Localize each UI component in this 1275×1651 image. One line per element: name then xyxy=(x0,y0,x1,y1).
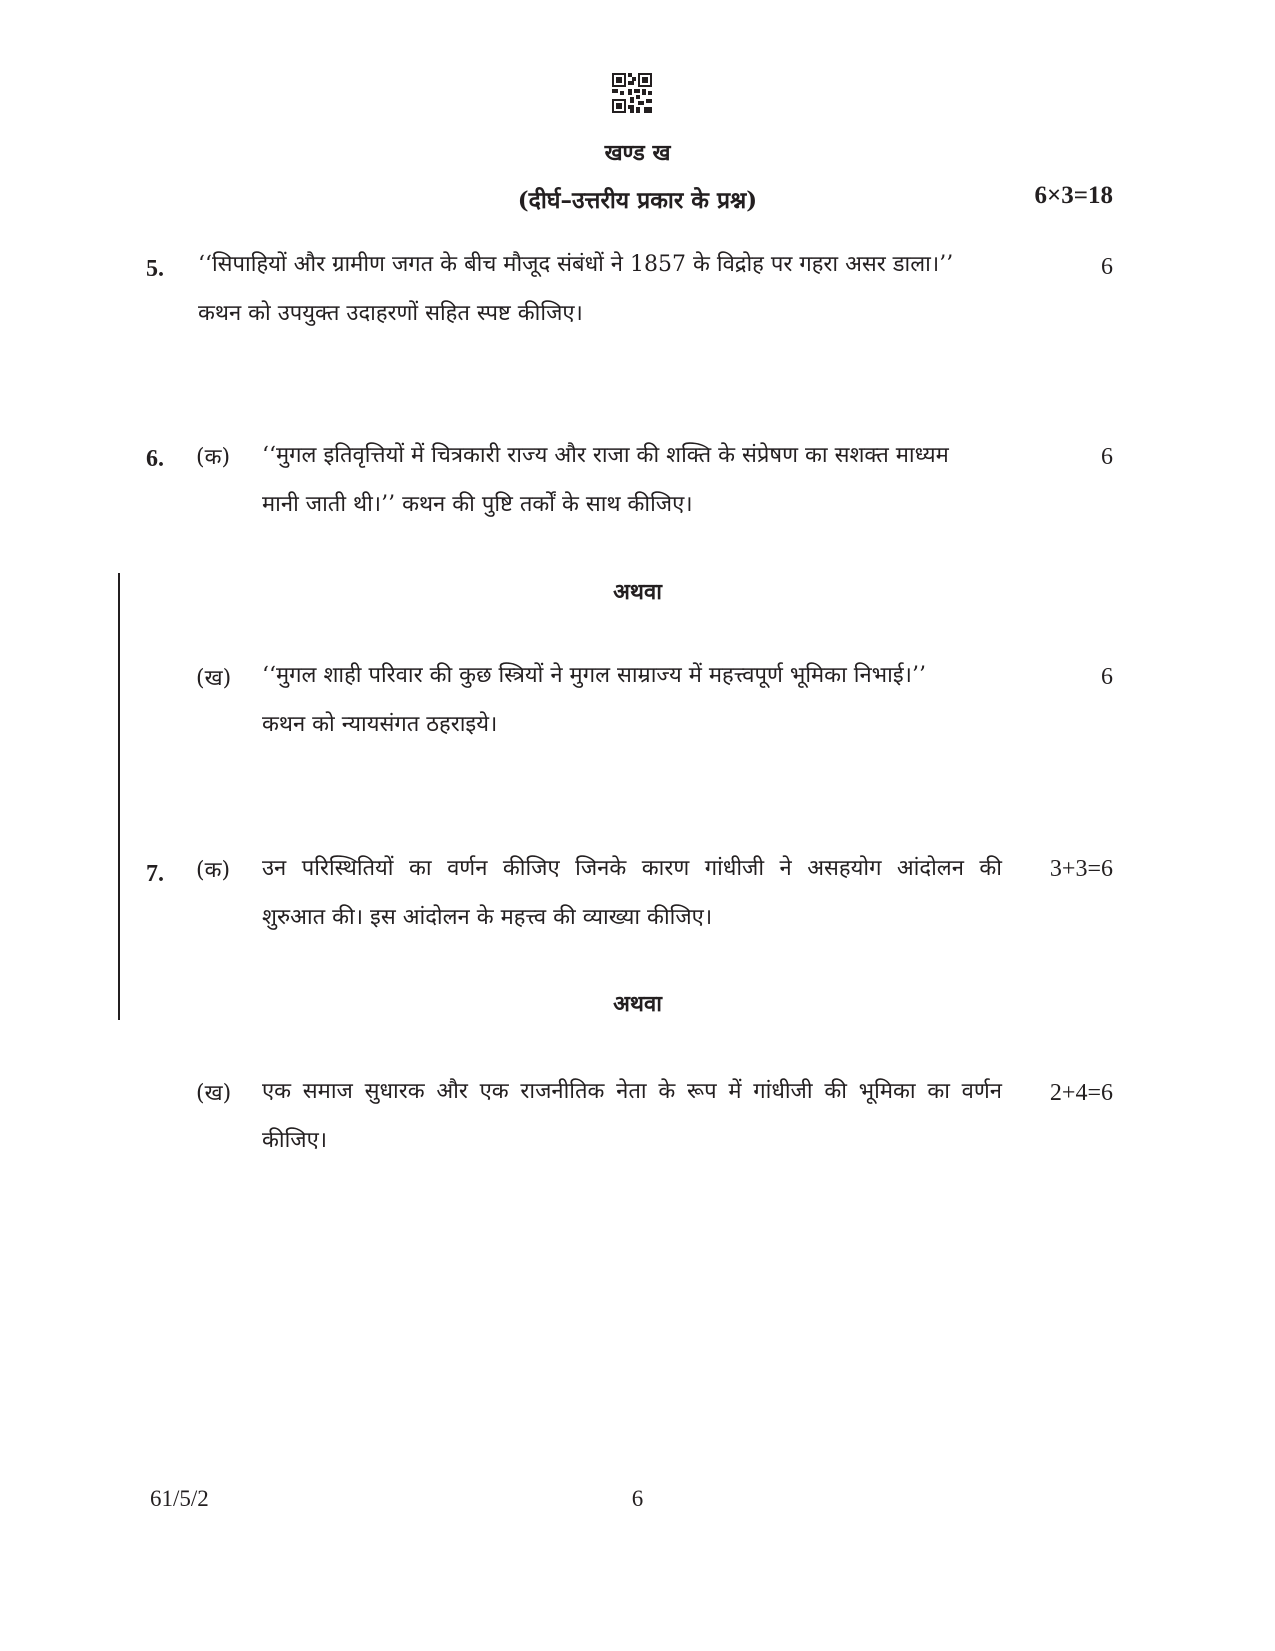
question-7b-text xyxy=(262,1067,1002,1165)
question-6a-line-2: मानी जाती थी।’’ कथन की पुष्टि तर्कों के साथ कीजिए। xyxy=(262,492,693,517)
question-7b-line-2: कीजिए। xyxy=(262,1128,328,1153)
section-subtitle: (दीर्घ–उत्तरीय प्रकार के प्रश्न) xyxy=(517,187,758,214)
margin-line xyxy=(118,573,120,1020)
paper-code: 61/5/2 xyxy=(150,1486,209,1511)
question-6a-line-1: ‘‘मुगल इतिवृत्तियों में चित्रकारी राज्य और राजा की शक्ति के संप्रेषण का सशक्त माध्यम xyxy=(262,443,949,468)
question-6b-line-2: कथन को न्यायसंगत ठहराइये। xyxy=(262,712,498,737)
question-7a-marks: 3+3=6 xyxy=(1049,856,1113,882)
question-5-line-2: कथन को उपयुक्त उदाहरणों सहित स्पष्ट कीजिए। xyxy=(198,301,583,326)
question-6a-label: (क) xyxy=(196,445,231,470)
question-7b-marks: 2+4=6 xyxy=(1049,1080,1113,1106)
qr-code-icon xyxy=(612,73,652,113)
question-6b-text xyxy=(262,651,1002,749)
question-6b-marks: 6 xyxy=(1101,664,1113,690)
question-7-number: 7. xyxy=(146,861,164,887)
question-7b-label: (ख) xyxy=(196,1081,232,1106)
section-title: खण्ड ख xyxy=(604,140,671,166)
question-5-line-1: ‘‘सिपाहियों और ग्रामीण जगत के बीच मौजूद संबंधों ने 1857 के विद्रोह पर गहरा असर डाला।’’ xyxy=(198,252,954,277)
question-7a-label: (क) xyxy=(196,858,231,883)
question-7a-text xyxy=(262,844,1002,942)
question-6a-text xyxy=(262,431,1002,529)
page-number: 6 xyxy=(631,1486,644,1511)
question-6-or-label: अथवा xyxy=(613,579,662,605)
question-5-number: 5. xyxy=(146,256,164,282)
question-6-number: 6. xyxy=(146,446,164,472)
question-7a-line-2: शुरुआत की। इस आंदोलन के महत्त्व की व्याख्या कीजिए। xyxy=(262,905,713,930)
question-6b-label: (ख) xyxy=(196,666,232,691)
question-5-marks: 6 xyxy=(1101,254,1113,280)
question-6b-line-1: ‘‘मुगल शाही परिवार की कुछ स्त्रियों ने मुगल साम्राज्य में महत्त्वपूर्ण भूमिका निभाई।’’ xyxy=(262,663,926,688)
question-7b-line-1: एक समाज सुधारक और एक राजनीतिक नेता के रूप में गांधीजी की भूमिका का वर्णन xyxy=(262,1079,1002,1104)
question-7-or-label: अथवा xyxy=(613,991,662,1017)
question-6a-marks: 6 xyxy=(1101,444,1113,470)
question-7a-line-1: उन परिस्थितियों का वर्णन कीजिए जिनके कारण गांधीजी ने असहयोग आंदोलन की xyxy=(262,856,1002,881)
question-5-text xyxy=(198,240,1003,338)
section-marks: 6×3=18 xyxy=(1034,182,1113,209)
